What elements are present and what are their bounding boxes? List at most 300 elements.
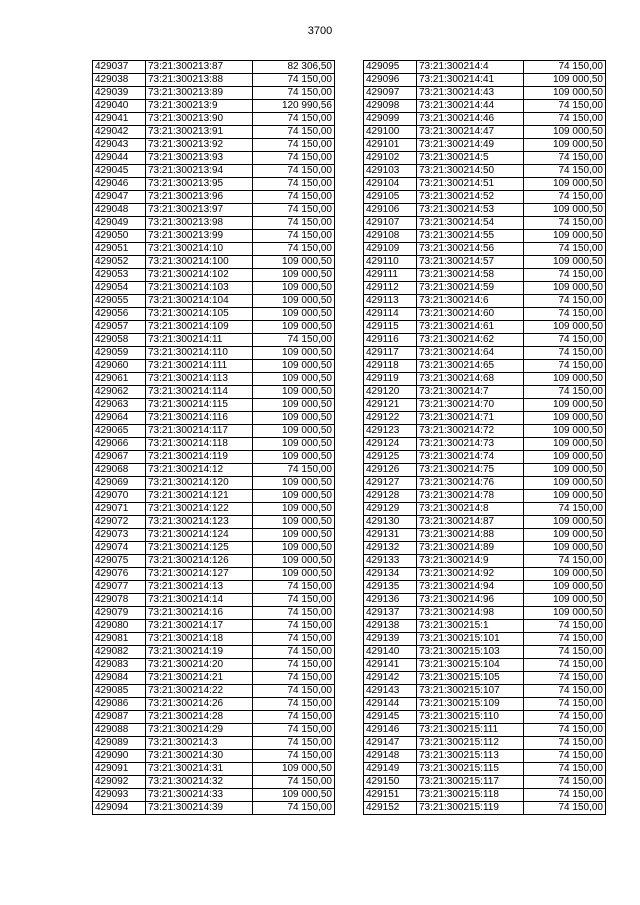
- table-row: [93, 581, 335, 594]
- cadastral-number-cell: 73:21:300214:72: [417, 425, 524, 438]
- record-number-cell: 429083: [93, 659, 146, 672]
- value-cell: 109 000,50: [253, 295, 335, 308]
- table-row: [93, 204, 335, 217]
- value-cell: 74 150,00: [524, 724, 606, 737]
- cadastral-number-cell: 73:21:300214:96: [417, 594, 524, 607]
- record-number-cell: 429086: [93, 698, 146, 711]
- cadastral-number-cell: 73:21:300214:114: [146, 386, 253, 399]
- value-cell: 74 150,00: [253, 581, 335, 594]
- cadastral-number-cell: 73:21:300215:115: [417, 763, 524, 776]
- value-cell: 109 000,50: [524, 594, 606, 607]
- table-row: [364, 373, 606, 386]
- record-number-cell: 429149: [364, 763, 417, 776]
- cadastral-number-cell: 73:21:300214:32: [146, 776, 253, 789]
- value-cell: 74 150,00: [524, 659, 606, 672]
- value-cell: 109 000,50: [524, 425, 606, 438]
- value-cell: 74 150,00: [524, 347, 606, 360]
- record-number-cell: 429081: [93, 633, 146, 646]
- record-number-cell: 429074: [93, 542, 146, 555]
- record-number-cell: 429084: [93, 672, 146, 685]
- table-row: [364, 724, 606, 737]
- value-cell: 74 150,00: [253, 217, 335, 230]
- cadastral-number-cell: 73:21:300214:55: [417, 230, 524, 243]
- cadastral-number-cell: 73:21:300214:30: [146, 750, 253, 763]
- cadastral-number-cell: 73:21:300214:65: [417, 360, 524, 373]
- cadastral-number-cell: 73:21:300214:12: [146, 464, 253, 477]
- record-number-cell: 429135: [364, 581, 417, 594]
- value-cell: 109 000,50: [524, 516, 606, 529]
- table-row: [93, 386, 335, 399]
- table-row: [364, 529, 606, 542]
- cadastral-number-cell: 73:21:300214:60: [417, 308, 524, 321]
- value-cell: 109 000,50: [253, 282, 335, 295]
- table-row: [364, 568, 606, 581]
- value-cell: 74 150,00: [524, 776, 606, 789]
- value-cell: 74 150,00: [253, 802, 335, 815]
- value-cell: 109 000,50: [524, 399, 606, 412]
- value-cell: 109 000,50: [524, 321, 606, 334]
- table-row: [364, 191, 606, 204]
- record-number-cell: 429050: [93, 230, 146, 243]
- record-number-cell: 429132: [364, 542, 417, 555]
- record-number-cell: 429110: [364, 256, 417, 269]
- record-number-cell: 429092: [93, 776, 146, 789]
- table-row: [364, 750, 606, 763]
- cadastral-number-cell: 73:21:300214:109: [146, 321, 253, 334]
- cadastral-number-cell: 73:21:300215:105: [417, 672, 524, 685]
- cadastral-number-cell: 73:21:300214:21: [146, 672, 253, 685]
- table-row: [364, 412, 606, 425]
- record-number-cell: 429062: [93, 386, 146, 399]
- table-row: [93, 61, 335, 74]
- table-row: [93, 373, 335, 386]
- record-number-cell: 429080: [93, 620, 146, 633]
- cadastral-number-cell: 73:21:300214:89: [417, 542, 524, 555]
- record-number-cell: 429068: [93, 464, 146, 477]
- cadastral-number-cell: 73:21:300214:59: [417, 282, 524, 295]
- table-row: [93, 113, 335, 126]
- cadastral-number-cell: 73:21:300214:22: [146, 685, 253, 698]
- table-row: [364, 711, 606, 724]
- cadastral-number-cell: 73:21:300214:119: [146, 451, 253, 464]
- value-cell: 109 000,50: [253, 321, 335, 334]
- table-row: [364, 425, 606, 438]
- record-number-cell: 429072: [93, 516, 146, 529]
- left-register-table: [92, 60, 335, 815]
- value-cell: 74 150,00: [253, 594, 335, 607]
- table-row: [364, 555, 606, 568]
- value-cell: 109 000,50: [524, 373, 606, 386]
- table-row: [364, 633, 606, 646]
- table-row: [93, 100, 335, 113]
- cadastral-number-cell: 73:21:300214:94: [417, 581, 524, 594]
- table-row: [364, 113, 606, 126]
- table-row: [93, 464, 335, 477]
- cadastral-number-cell: 73:21:300215:101: [417, 633, 524, 646]
- table-row: [364, 139, 606, 152]
- cadastral-number-cell: 73:21:300213:87: [146, 61, 253, 74]
- value-cell: 74 150,00: [524, 737, 606, 750]
- value-cell: 74 150,00: [524, 217, 606, 230]
- record-number-cell: 429099: [364, 113, 417, 126]
- record-number-cell: 429056: [93, 308, 146, 321]
- cadastral-number-cell: 73:21:300215:107: [417, 685, 524, 698]
- table-row: [364, 295, 606, 308]
- table-row: [93, 607, 335, 620]
- cadastral-number-cell: 73:21:300214:62: [417, 334, 524, 347]
- value-cell: 74 150,00: [524, 750, 606, 763]
- record-number-cell: 429091: [93, 763, 146, 776]
- cadastral-number-cell: 73:21:300214:11: [146, 334, 253, 347]
- record-number-cell: 429055: [93, 295, 146, 308]
- table-row: [364, 347, 606, 360]
- cadastral-number-cell: 73:21:300214:115: [146, 399, 253, 412]
- record-number-cell: 429152: [364, 802, 417, 815]
- value-cell: 109 000,50: [524, 412, 606, 425]
- record-number-cell: 429148: [364, 750, 417, 763]
- value-cell: 109 000,50: [524, 139, 606, 152]
- cadastral-number-cell: 73:21:300214:116: [146, 412, 253, 425]
- cadastral-number-cell: 73:21:300214:54: [417, 217, 524, 230]
- cadastral-number-cell: 73:21:300214:47: [417, 126, 524, 139]
- value-cell: 74 150,00: [253, 204, 335, 217]
- record-number-cell: 429063: [93, 399, 146, 412]
- value-cell: 74 150,00: [253, 152, 335, 165]
- table-row: [364, 230, 606, 243]
- table-row: [364, 204, 606, 217]
- cadastral-number-cell: 73:21:300214:126: [146, 555, 253, 568]
- record-number-cell: 429057: [93, 321, 146, 334]
- cadastral-number-cell: 73:21:300215:112: [417, 737, 524, 750]
- value-cell: 109 000,50: [253, 425, 335, 438]
- cadastral-number-cell: 73:21:300215:119: [417, 802, 524, 815]
- record-number-cell: 429073: [93, 529, 146, 542]
- table-row: [364, 256, 606, 269]
- record-number-cell: 429053: [93, 269, 146, 282]
- table-row: [93, 620, 335, 633]
- table-row: [93, 438, 335, 451]
- record-number-cell: 429102: [364, 152, 417, 165]
- cadastral-number-cell: 73:21:300215:111: [417, 724, 524, 737]
- value-cell: 74 150,00: [253, 464, 335, 477]
- value-cell: 74 150,00: [524, 685, 606, 698]
- record-number-cell: 429117: [364, 347, 417, 360]
- value-cell: 109 000,50: [253, 763, 335, 776]
- record-number-cell: 429116: [364, 334, 417, 347]
- table-row: [364, 542, 606, 555]
- table-row: [93, 477, 335, 490]
- cadastral-number-cell: 73:21:300214:43: [417, 87, 524, 100]
- table-row: [364, 282, 606, 295]
- table-row: [93, 269, 335, 282]
- value-cell: 109 000,50: [524, 529, 606, 542]
- value-cell: 109 000,50: [253, 399, 335, 412]
- cadastral-number-cell: 73:21:300214:127: [146, 568, 253, 581]
- cadastral-number-cell: 73:21:300214:39: [146, 802, 253, 815]
- record-number-cell: 429066: [93, 438, 146, 451]
- record-number-cell: 429118: [364, 360, 417, 373]
- value-cell: 74 150,00: [524, 620, 606, 633]
- cadastral-number-cell: 73:21:300214:3: [146, 737, 253, 750]
- cadastral-number-cell: 73:21:300213:91: [146, 126, 253, 139]
- cadastral-number-cell: 73:21:300214:7: [417, 386, 524, 399]
- record-number-cell: 429051: [93, 243, 146, 256]
- value-cell: 109 000,50: [524, 256, 606, 269]
- cadastral-number-cell: 73:21:300214:18: [146, 633, 253, 646]
- value-cell: 74 150,00: [524, 633, 606, 646]
- cadastral-number-cell: 73:21:300215:117: [417, 776, 524, 789]
- record-number-cell: 429134: [364, 568, 417, 581]
- table-row: [364, 737, 606, 750]
- record-number-cell: 429142: [364, 672, 417, 685]
- cadastral-number-cell: 73:21:300214:58: [417, 269, 524, 282]
- value-cell: 109 000,50: [253, 438, 335, 451]
- table-row: [364, 360, 606, 373]
- value-cell: 109 000,50: [524, 568, 606, 581]
- record-number-cell: 429115: [364, 321, 417, 334]
- cadastral-number-cell: 73:21:300213:92: [146, 139, 253, 152]
- record-number-cell: 429124: [364, 438, 417, 451]
- cadastral-number-cell: 73:21:300215:113: [417, 750, 524, 763]
- cadastral-number-cell: 73:21:300214:50: [417, 165, 524, 178]
- record-number-cell: 429136: [364, 594, 417, 607]
- record-number-cell: 429105: [364, 191, 417, 204]
- cadastral-number-cell: 73:21:300214:41: [417, 74, 524, 87]
- cadastral-number-cell: 73:21:300214:33: [146, 789, 253, 802]
- record-number-cell: 429104: [364, 178, 417, 191]
- cadastral-number-cell: 73:21:300214:92: [417, 568, 524, 581]
- cadastral-number-cell: 73:21:300214:57: [417, 256, 524, 269]
- value-cell: 109 000,50: [253, 308, 335, 321]
- record-number-cell: 429100: [364, 126, 417, 139]
- cadastral-number-cell: 73:21:300215:103: [417, 646, 524, 659]
- table-row: [93, 737, 335, 750]
- table-row: [364, 100, 606, 113]
- table-row: [93, 425, 335, 438]
- value-cell: 109 000,50: [524, 282, 606, 295]
- value-cell: 74 150,00: [524, 360, 606, 373]
- cadastral-number-cell: 73:21:300214:4: [417, 61, 524, 74]
- record-number-cell: 429060: [93, 360, 146, 373]
- record-number-cell: 429151: [364, 789, 417, 802]
- table-row: [93, 776, 335, 789]
- record-number-cell: 429125: [364, 451, 417, 464]
- value-cell: 74 150,00: [253, 126, 335, 139]
- table-row: [93, 529, 335, 542]
- record-number-cell: 429144: [364, 698, 417, 711]
- table-row: [93, 126, 335, 139]
- cadastral-number-cell: 73:21:300214:120: [146, 477, 253, 490]
- value-cell: 109 000,50: [253, 542, 335, 555]
- table-row: [93, 399, 335, 412]
- value-cell: 109 000,50: [524, 451, 606, 464]
- record-number-cell: 429137: [364, 607, 417, 620]
- record-number-cell: 429101: [364, 139, 417, 152]
- record-number-cell: 429069: [93, 477, 146, 490]
- record-number-cell: 429097: [364, 87, 417, 100]
- record-number-cell: 429103: [364, 165, 417, 178]
- cadastral-number-cell: 73:21:300213:96: [146, 191, 253, 204]
- table-row: [364, 477, 606, 490]
- table-row: [93, 243, 335, 256]
- cadastral-number-cell: 73:21:300214:78: [417, 490, 524, 503]
- cadastral-number-cell: 73:21:300214:56: [417, 243, 524, 256]
- value-cell: 109 000,50: [524, 126, 606, 139]
- value-cell: 74 150,00: [524, 113, 606, 126]
- cadastral-number-cell: 73:21:300214:61: [417, 321, 524, 334]
- value-cell: 109 000,50: [524, 87, 606, 100]
- table-row: [93, 490, 335, 503]
- cadastral-number-cell: 73:21:300213:88: [146, 74, 253, 87]
- cadastral-number-cell: 73:21:300214:10: [146, 243, 253, 256]
- cadastral-number-cell: 73:21:300214:123: [146, 516, 253, 529]
- table-row: [364, 74, 606, 87]
- cadastral-number-cell: 73:21:300213:94: [146, 165, 253, 178]
- record-number-cell: 429147: [364, 737, 417, 750]
- value-cell: 109 000,50: [253, 555, 335, 568]
- value-cell: 74 150,00: [253, 334, 335, 347]
- record-number-cell: 429037: [93, 61, 146, 74]
- table-row: [93, 763, 335, 776]
- record-number-cell: 429121: [364, 399, 417, 412]
- value-cell: 109 000,50: [253, 256, 335, 269]
- record-number-cell: 429129: [364, 503, 417, 516]
- record-number-cell: 429098: [364, 100, 417, 113]
- value-cell: 109 000,50: [253, 789, 335, 802]
- record-number-cell: 429133: [364, 555, 417, 568]
- table-row: [364, 87, 606, 100]
- cadastral-number-cell: 73:21:300214:9: [417, 555, 524, 568]
- table-row: [93, 789, 335, 802]
- record-number-cell: 429120: [364, 386, 417, 399]
- cadastral-number-cell: 73:21:300213:90: [146, 113, 253, 126]
- cadastral-number-cell: 73:21:300215:1: [417, 620, 524, 633]
- value-cell: 74 150,00: [253, 659, 335, 672]
- record-number-cell: 429139: [364, 633, 417, 646]
- cadastral-number-cell: 73:21:300214:76: [417, 477, 524, 490]
- value-cell: 74 150,00: [524, 243, 606, 256]
- cadastral-number-cell: 73:21:300214:70: [417, 399, 524, 412]
- page-number: 3700: [307, 25, 333, 37]
- table-row: [364, 490, 606, 503]
- cadastral-number-cell: 73:21:300214:52: [417, 191, 524, 204]
- table-row: [93, 178, 335, 191]
- table-row: [93, 139, 335, 152]
- table-row: [364, 594, 606, 607]
- record-number-cell: 429108: [364, 230, 417, 243]
- cadastral-number-cell: 73:21:300214:74: [417, 451, 524, 464]
- cadastral-number-cell: 73:21:300213:98: [146, 217, 253, 230]
- cadastral-number-cell: 73:21:300214:87: [417, 516, 524, 529]
- cadastral-number-cell: 73:21:300214:122: [146, 503, 253, 516]
- cadastral-number-cell: 73:21:300214:102: [146, 269, 253, 282]
- table-row: [364, 386, 606, 399]
- value-cell: 120 990,56: [253, 100, 335, 113]
- cadastral-number-cell: 73:21:300213:99: [146, 230, 253, 243]
- cadastral-number-cell: 73:21:300214:104: [146, 295, 253, 308]
- cadastral-number-cell: 73:21:300214:121: [146, 490, 253, 503]
- value-cell: 109 000,50: [524, 477, 606, 490]
- table-row: [364, 399, 606, 412]
- record-number-cell: 429090: [93, 750, 146, 763]
- value-cell: 109 000,50: [524, 581, 606, 594]
- record-number-cell: 429047: [93, 191, 146, 204]
- table-row: [93, 750, 335, 763]
- table-row: [364, 698, 606, 711]
- value-cell: 109 000,50: [253, 503, 335, 516]
- record-number-cell: 429123: [364, 425, 417, 438]
- table-row: [93, 802, 335, 815]
- record-number-cell: 429040: [93, 100, 146, 113]
- value-cell: 109 000,50: [253, 347, 335, 360]
- table-row: [93, 334, 335, 347]
- cadastral-number-cell: 73:21:300214:117: [146, 425, 253, 438]
- table-row: [364, 152, 606, 165]
- record-number-cell: 429065: [93, 425, 146, 438]
- record-number-cell: 429039: [93, 87, 146, 100]
- value-cell: 74 150,00: [524, 165, 606, 178]
- cadastral-number-cell: 73:21:300215:109: [417, 698, 524, 711]
- value-cell: 109 000,50: [524, 178, 606, 191]
- table-row: [364, 269, 606, 282]
- value-cell: 74 150,00: [253, 243, 335, 256]
- record-number-cell: 429128: [364, 490, 417, 503]
- value-cell: 74 150,00: [524, 802, 606, 815]
- table-row: [364, 61, 606, 74]
- table-row: [364, 321, 606, 334]
- record-number-cell: 429061: [93, 373, 146, 386]
- cadastral-number-cell: 73:21:300214:105: [146, 308, 253, 321]
- record-number-cell: 429122: [364, 412, 417, 425]
- table-row: [93, 451, 335, 464]
- cadastral-number-cell: 73:21:300214:75: [417, 464, 524, 477]
- value-cell: 109 000,50: [253, 516, 335, 529]
- value-cell: 109 000,50: [253, 490, 335, 503]
- cadastral-number-cell: 73:21:300214:46: [417, 113, 524, 126]
- record-number-cell: 429087: [93, 711, 146, 724]
- value-cell: 74 150,00: [524, 711, 606, 724]
- value-cell: 109 000,50: [253, 360, 335, 373]
- record-number-cell: 429096: [364, 74, 417, 87]
- value-cell: 109 000,50: [253, 477, 335, 490]
- value-cell: 74 150,00: [524, 672, 606, 685]
- table-row: [364, 217, 606, 230]
- value-cell: 74 150,00: [524, 503, 606, 516]
- record-number-cell: 429094: [93, 802, 146, 815]
- table-row: [93, 412, 335, 425]
- record-number-cell: 429106: [364, 204, 417, 217]
- record-number-cell: 429043: [93, 139, 146, 152]
- value-cell: 109 000,50: [253, 412, 335, 425]
- cadastral-number-cell: 73:21:300214:71: [417, 412, 524, 425]
- value-cell: 74 150,00: [253, 165, 335, 178]
- cadastral-number-cell: 73:21:300214:118: [146, 438, 253, 451]
- value-cell: 109 000,50: [253, 269, 335, 282]
- value-cell: 109 000,50: [524, 542, 606, 555]
- record-number-cell: 429113: [364, 295, 417, 308]
- cadastral-number-cell: 73:21:300213:95: [146, 178, 253, 191]
- table-row: [93, 568, 335, 581]
- table-row: [364, 607, 606, 620]
- table-row: [93, 295, 335, 308]
- cadastral-number-cell: 73:21:300214:5: [417, 152, 524, 165]
- record-number-cell: 429145: [364, 711, 417, 724]
- record-number-cell: 429041: [93, 113, 146, 126]
- table-row: [93, 347, 335, 360]
- record-number-cell: 429071: [93, 503, 146, 516]
- table-row: [364, 659, 606, 672]
- record-number-cell: 429130: [364, 516, 417, 529]
